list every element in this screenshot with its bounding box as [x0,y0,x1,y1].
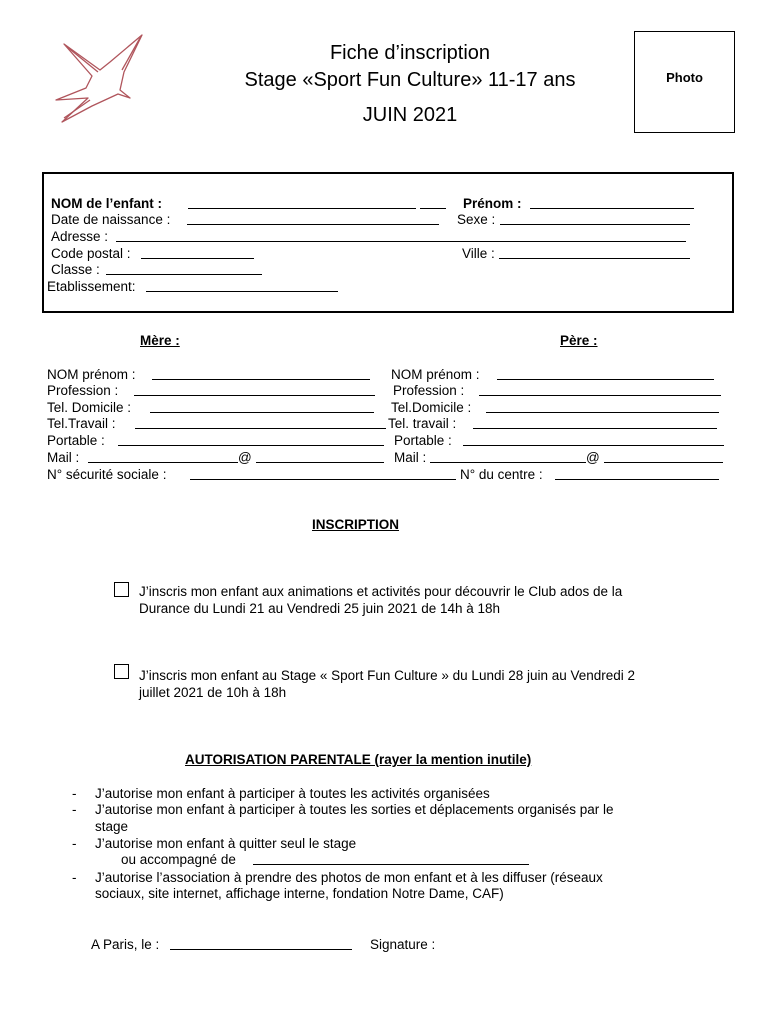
mere-portable-field[interactable] [118,433,384,446]
nom-enfant-field-end [420,196,446,209]
photo-box [634,31,735,133]
nom-enfant-label: NOM de l’enfant : [51,196,162,211]
autorisation-item-2-line2: stage [95,819,129,834]
pere-tel-travail-field[interactable] [473,416,717,429]
naissance-field[interactable] [187,212,439,225]
pere-title: Père : [560,333,598,348]
mere-mail-label: Mail : [47,450,80,465]
dash-2: - [72,802,77,817]
autorisation-item-4-line1: J’autorise l’association à prendre des photos de mon enfant et à les diffuser (réseaux [95,870,603,885]
autorisation-item-3-line1: J’autorise mon enfant à quitter seul le stage [95,836,357,851]
pere-portable-label: Portable : [394,433,452,448]
option-animations-checkbox[interactable] [114,582,129,597]
code-postal-label: Code postal : [51,246,131,261]
mere-mail-at: @ [238,450,252,465]
dash-1: - [72,786,77,801]
classe-label: Classe : [51,262,100,277]
adresse-label: Adresse : [51,229,109,244]
mere-portable-label: Portable : [47,433,105,448]
etablissement-label: Etablissement: [47,279,136,294]
option-stage-line1: J’inscris mon enfant au Stage « Sport Fun Culture » du Lundi 28 juin au Vendredi 2 [139,668,636,683]
mere-nom-field[interactable] [152,367,370,380]
pere-mail-field-user[interactable] [430,450,586,463]
dash-4: - [72,870,77,885]
classe-field[interactable] [106,262,262,275]
naissance-label: Date de naissance : [51,212,171,227]
autorisation-item-4-line2: sociaux, site internet, affichage interne, fondation Notre Dame, CAF) [95,886,504,901]
pere-nom-label: NOM prénom : [391,367,480,382]
centre-label: N° du centre : [460,467,543,482]
accompagne-field[interactable] [253,852,529,865]
secu-label: N° sécurité sociale : [47,467,167,482]
autorisation-item-2-line1: J’autorise mon enfant à participer à toutes les sorties et déplacements organisés par le [95,802,614,817]
dash-3: - [72,836,77,851]
title-line-3: JUIN 2021 [362,104,458,126]
pere-tel-domicile-label: Tel.Domicile : [391,400,472,415]
pere-profession-label: Profession : [393,383,465,398]
pere-mail-field-domain[interactable] [604,450,723,463]
prenom-label: Prénom : [463,196,522,211]
pere-mail-label: Mail : [394,450,427,465]
autorisation-title: AUTORISATION PARENTALE (rayer la mention inutile) [185,752,532,767]
prenom-field[interactable] [530,196,694,209]
sexe-field[interactable] [500,212,690,225]
mere-mail-field-domain[interactable] [256,450,384,463]
mere-profession-field[interactable] [134,383,375,396]
mere-tel-travail-field[interactable] [135,416,386,429]
bird-logo [52,32,152,124]
inscription-title: INSCRIPTION [312,517,400,532]
option-stage-line2: juillet 2021 de 10h à 18h [139,685,287,700]
photo-label: Photo [666,70,703,85]
pere-profession-field[interactable] [479,383,721,396]
signature-label: Signature : [370,937,436,952]
option-stage-checkbox[interactable] [114,664,129,679]
mere-tel-travail-label: Tel.Travail : [47,416,116,431]
mere-title: Mère : [140,333,180,348]
mere-nom-label: NOM prénom : [47,367,136,382]
pere-mail-at: @ [586,450,600,465]
title-line-2: Stage «Sport Fun Culture» 11-17 ans [244,69,576,91]
mere-mail-field-user[interactable] [88,450,238,463]
etablissement-field[interactable] [146,279,338,292]
mere-profession-label: Profession : [47,383,119,398]
centre-field[interactable] [555,467,719,480]
secu-field[interactable] [190,467,456,480]
option-animations-line2: Durance du Lundi 21 au Vendredi 25 juin 2021 de 14h à 18h [139,601,501,616]
mere-tel-domicile-label: Tel. Domicile : [47,400,132,415]
option-animations-line1: J’inscris mon enfant aux animations et activités pour découvrir le Club ados de la [139,584,623,599]
pere-tel-domicile-field[interactable] [486,400,719,413]
code-postal-field[interactable] [141,246,254,259]
pere-nom-field[interactable] [497,367,714,380]
ville-label: Ville : [462,246,495,261]
mere-tel-domicile-field[interactable] [150,400,374,413]
adresse-field[interactable] [116,229,686,242]
autorisation-item-1: J’autorise mon enfant à participer à toutes les activités organisées [95,786,490,801]
sexe-label: Sexe : [457,212,496,227]
title-line-1: Fiche d’inscription [329,42,491,64]
pere-tel-travail-label: Tel. travail : [388,416,457,431]
pere-portable-field[interactable] [463,433,724,446]
date-field[interactable] [170,937,352,950]
ville-field[interactable] [499,246,690,259]
lieu-label: A Paris, le : [91,937,160,952]
autorisation-item-3-line2: ou accompagné de [121,852,236,867]
nom-enfant-field[interactable] [188,196,416,209]
